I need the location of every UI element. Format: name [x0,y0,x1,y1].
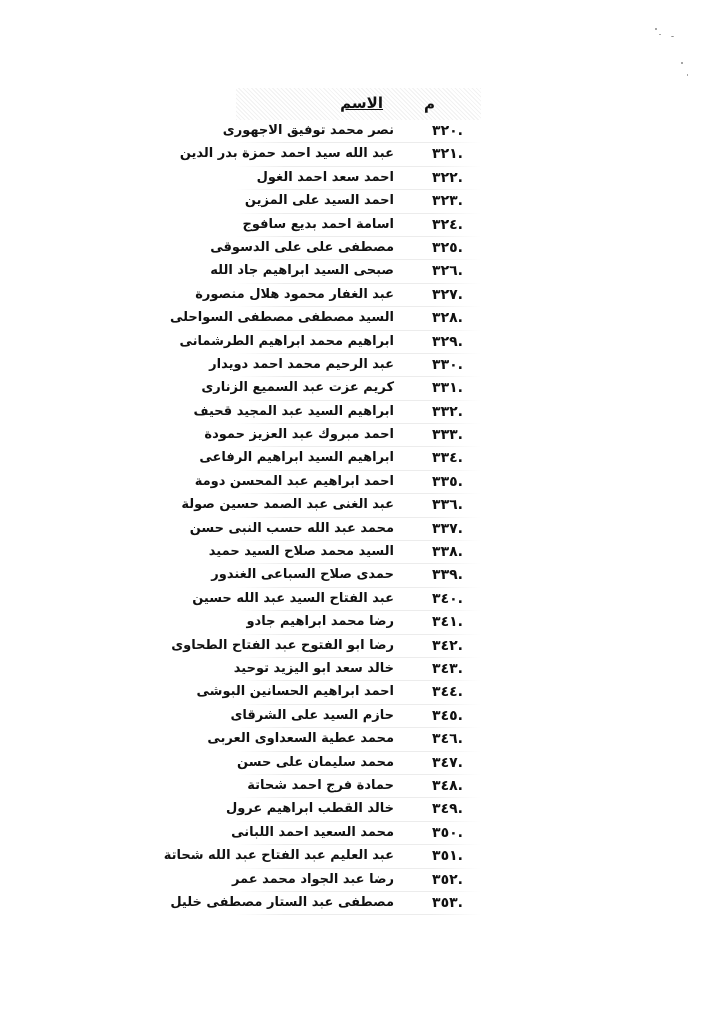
table-row [236,167,481,190]
table-row [209,354,481,377]
row-name: ابراهيم السيد ابراهيم الرفاعى [199,450,394,466]
table-row [199,447,481,470]
row-name: احمد ابراهيم عبد المحسن دومة [194,473,394,489]
row-number: ٣٣١. [432,380,463,397]
table-row [230,705,481,728]
row-number: ٣٤٩. [432,801,463,818]
row-name: احمد سعد احمد الغول [256,169,394,185]
row-name: رضا عبد الجواد محمد عمر [231,871,394,887]
row-name: ابراهيم السيد عبد المجيد قحيف [193,403,394,419]
row-name: عبد الله سيد احمد حمزة بدر الدين [179,146,394,162]
table-row [210,237,481,260]
row-number: ٣٤٤. [432,684,463,701]
row-number: ٣٣٠. [432,356,463,373]
row-number: ٣٣٩. [432,567,463,584]
row-number: ٣٢٩. [432,333,463,350]
scan-noise [653,22,693,82]
table-rows [163,120,481,915]
table-row [204,424,481,447]
table-row [193,401,481,424]
row-name: محمد عطية السعداوى العربى [207,731,394,747]
row-name: رضا محمد ابراهيم جادو [246,614,394,630]
row-number: ٣٤٧. [432,754,463,771]
row-number: ٣٤١. [432,614,463,631]
table-row [222,120,481,143]
row-number: ٣٢٢. [432,169,463,186]
table-row [211,564,481,587]
row-name: احمد ابراهيم الحسانين البوشى [196,684,394,700]
row-number: ٣٣٨. [432,544,463,561]
row-number: ٣٣٦. [432,497,463,514]
row-name: محمد السعيد احمد اللبانى [231,824,394,840]
table-row [195,284,481,307]
row-number: ٣٣٤. [432,450,463,467]
row-number: ٣٢٧. [432,286,463,303]
row-name: احمد مبروك عبد العزيز حمودة [204,427,394,443]
row-number: ٣٤٠. [432,590,463,607]
row-number: ٣٣٥. [432,473,463,490]
table-row [231,822,481,845]
row-number: ٣٥٣. [432,894,463,911]
row-name: خالد سعد ابو اليزيد توحيد [233,660,394,676]
row-name: عبد الرحيم محمد احمد دويدار [209,356,394,372]
row-number: ٣٢٠. [432,123,463,139]
row-number: ٣٢١. [432,146,463,163]
row-number: ٣٥٢. [432,871,463,888]
table-row [236,190,481,213]
row-number: ٣٤٣. [432,660,463,677]
table-row [208,541,481,564]
table-row [225,798,481,821]
row-number: ٣٤٨. [432,777,463,794]
table-row [236,611,481,634]
header-number: م [424,95,435,113]
row-number: ٣٢٦. [432,263,463,280]
table-row [207,728,481,751]
row-name: حمادة فرج احمد شحاتة [247,777,394,793]
row-number: ٣٢٤. [432,216,463,233]
table-row [170,892,481,915]
row-name: عبد الغنى عبد الصمد حسين صولة [181,497,394,513]
table-row [236,775,481,798]
names-table [163,88,481,915]
row-name: احمد السيد على المزين [244,193,394,209]
row-name: مصطفى عبد الستار مصطفى خليل [170,894,394,910]
row-name: اسامة احمد بديع سافوج [242,216,394,232]
row-name: عبد الغفار محمود هلال منصورة [195,286,394,302]
table-row [179,331,481,354]
row-number: ٣٢٣. [432,193,463,210]
row-number: ٣٢٨. [432,310,463,327]
row-name: عبد العليم عبد الفتاح عبد الله شحاتة [163,848,394,864]
row-name: نصر محمد توفيق الاجهورى [222,123,394,138]
row-name: محمد سليمان على حسن [237,754,394,770]
row-name: عبد الفتاح السيد عبد الله حسين [192,590,394,606]
row-number: ٣٣٢. [432,403,463,420]
table-row [181,494,481,517]
table-row [231,869,481,892]
header-name: الاسم [340,94,383,112]
row-name: صبحى السيد ابراهيم جاد الله [210,263,394,279]
row-name: السيد محمد صلاح السيد حميد [208,544,394,560]
table-row [169,307,481,330]
table-row [194,471,481,494]
table-header [236,88,481,120]
row-name: رضا ابو الفتوح عبد الفتاح الطحاوى [171,637,394,653]
row-name: خالد القطب ابراهيم عرول [225,801,394,817]
table-row [163,845,481,868]
table-row [236,214,481,237]
table-row [196,681,481,704]
row-name: محمد عبد الله حسب النبى حسن [189,520,394,536]
row-number: ٣٣٣. [432,427,463,444]
row-number: ٣٤٥. [432,707,463,724]
row-name: مصطفى على على الدسوقى [210,239,394,255]
row-number: ٣٤٢. [432,637,463,654]
table-row [210,260,481,283]
row-number: ٣٤٦. [432,731,463,748]
row-name: كريم عزت عبد السميع الزنارى [201,380,394,396]
table-row [179,143,481,166]
table-row [189,518,481,541]
row-number: ٣٥٠. [432,824,463,841]
row-name: السيد مصطفى مصطفى السواحلى [169,310,394,326]
table-row [192,588,481,611]
table-row [201,377,481,400]
row-number: ٣٢٥. [432,239,463,256]
table-row [236,752,481,775]
row-number: ٣٥١. [432,848,463,865]
row-name: ابراهيم محمد ابراهيم الطرشمانى [179,333,394,349]
table-row [171,635,481,658]
row-name: حازم السيد على الشرقاى [230,707,394,723]
table-row [233,658,481,681]
row-name: حمدى صلاح السباعى الغندور [211,567,394,583]
row-number: ٣٣٧. [432,520,463,537]
